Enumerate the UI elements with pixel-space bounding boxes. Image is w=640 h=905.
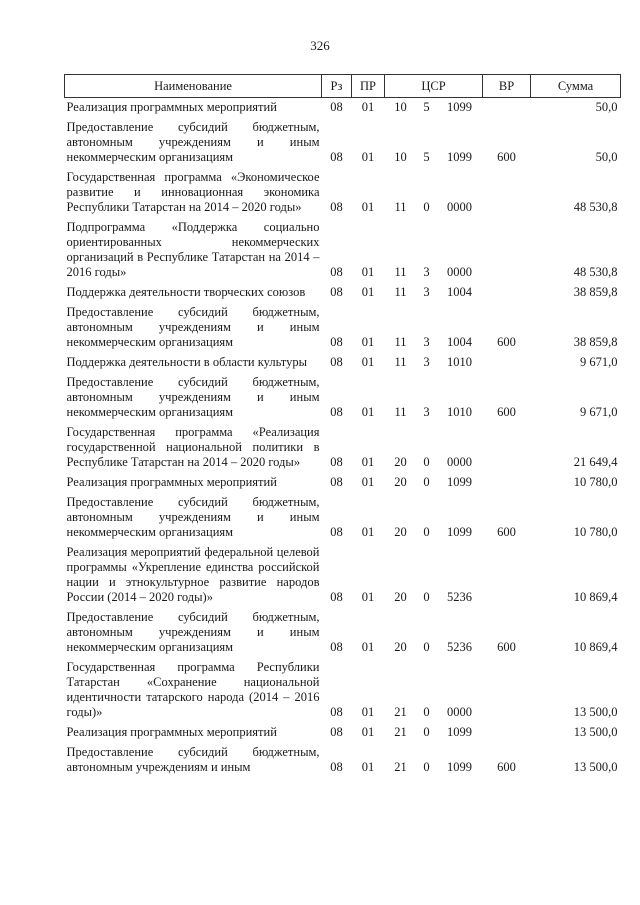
cell-csr-1: 11 <box>394 285 407 299</box>
cell-pr: 01 <box>361 150 375 164</box>
cell-csr-3: 1099 <box>447 760 472 774</box>
cell-vr <box>483 218 531 283</box>
cell-sum: 13 500,0 <box>573 760 618 774</box>
cell-name: Государственная программа «Реализация государственной национальной политики в Республике Татарстан на 2014 – 2020 годы» <box>66 425 320 469</box>
cell-sum: 13 500,0 <box>573 725 618 739</box>
table-row <box>65 493 621 543</box>
table-row <box>65 118 621 168</box>
cell-pr: 01 <box>361 640 375 654</box>
cell-csr-1: 10 <box>394 150 407 164</box>
cell-csr-1: 11 <box>394 405 407 419</box>
cell-vr <box>483 353 531 373</box>
cell-sum: 38 859,8 <box>573 285 618 299</box>
cell-vr <box>483 423 531 473</box>
cell-sum: 13 500,0 <box>573 705 618 719</box>
cell-csr-1: 20 <box>394 640 407 654</box>
cell-csr-2: 0 <box>423 640 430 654</box>
cell-rz: 08 <box>330 725 343 739</box>
cell-sum: 48 530,8 <box>573 200 618 214</box>
cell-name: Предоставление субсидий бюджетным, автономным учреждениям и иным <box>66 745 320 774</box>
cell-csr-1: 21 <box>394 725 407 739</box>
cell-pr: 01 <box>361 100 375 114</box>
cell-name: Предоставление субсидий бюджетным, автономным учреждениям и иным некоммерческим организациям <box>66 120 320 164</box>
cell-csr-3: 5236 <box>447 640 472 654</box>
cell-pr: 01 <box>361 405 375 419</box>
cell-name: Реализация программных мероприятий <box>66 725 277 739</box>
cell-name: Реализация мероприятий федеральной целевой программы «Укрепление единства российской нации и этнокультурное развитие народов России (2014 – 2020 годы)» <box>66 545 320 604</box>
cell-pr: 01 <box>361 725 375 739</box>
cell-vr <box>483 473 531 493</box>
cell-rz: 08 <box>330 285 343 299</box>
cell-csr-3: 0000 <box>447 265 472 279</box>
cell-vr <box>483 283 531 303</box>
cell-csr-2: 3 <box>423 285 430 299</box>
cell-name: Поддержка деятельности в области культуры <box>66 355 308 369</box>
cell-vr <box>483 723 531 743</box>
budget-table <box>64 74 621 778</box>
header-name: Наименование <box>65 75 322 98</box>
cell-vr: 600 <box>497 525 516 539</box>
cell-csr-3: 5236 <box>447 590 472 604</box>
table-row <box>65 473 621 493</box>
cell-csr-2: 3 <box>423 335 430 349</box>
table-row <box>65 373 621 423</box>
cell-rz: 08 <box>330 335 343 349</box>
cell-sum: 48 530,8 <box>573 265 618 279</box>
cell-vr: 600 <box>497 640 516 654</box>
table-row <box>65 608 621 658</box>
cell-name: Предоставление субсидий бюджетным, автономным учреждениям и иным некоммерческим организациям <box>66 375 320 419</box>
cell-pr: 01 <box>361 590 375 604</box>
cell-name: Предоставление субсидий бюджетным, автономным учреждениям и иным некоммерческим организациям <box>66 610 320 654</box>
cell-csr-1: 11 <box>394 335 407 349</box>
table-row <box>65 98 621 119</box>
table-row <box>65 658 621 723</box>
cell-vr: 600 <box>497 405 516 419</box>
cell-rz: 08 <box>330 705 343 719</box>
table-row <box>65 543 621 608</box>
cell-pr: 01 <box>361 285 375 299</box>
table-row <box>65 423 621 473</box>
cell-name: Государственная программа Республики Татарстан «Сохранение национальной идентичности татарского народа (2014 – 2016 годы)» <box>66 660 320 719</box>
cell-rz: 08 <box>330 405 343 419</box>
cell-csr-2: 5 <box>423 100 430 114</box>
cell-rz: 08 <box>330 760 343 774</box>
cell-name: Реализация программных мероприятий <box>66 100 277 114</box>
header-csr: ЦСР <box>385 75 483 98</box>
cell-vr: 600 <box>497 760 516 774</box>
cell-csr-3: 1010 <box>447 355 472 369</box>
cell-sum: 9 671,0 <box>580 405 618 419</box>
cell-csr-2: 0 <box>423 705 430 719</box>
cell-csr-1: 11 <box>394 200 407 214</box>
header-sum: Сумма <box>531 75 621 98</box>
cell-csr-3: 1004 <box>447 335 472 349</box>
cell-csr-3: 0000 <box>447 200 472 214</box>
cell-pr: 01 <box>361 760 375 774</box>
table-row <box>65 723 621 743</box>
table-row <box>65 218 621 283</box>
table-row <box>65 303 621 353</box>
cell-rz: 08 <box>330 265 343 279</box>
cell-rz: 08 <box>330 150 343 164</box>
cell-csr-3: 1099 <box>447 525 472 539</box>
page-number: 326 <box>310 38 330 53</box>
cell-sum: 50,0 <box>595 150 618 164</box>
cell-csr-3: 1099 <box>447 150 472 164</box>
table-header-row <box>65 75 621 98</box>
header-rz: Рз <box>322 75 352 98</box>
cell-rz: 08 <box>330 455 343 469</box>
cell-vr: 600 <box>497 335 516 349</box>
table-row <box>65 168 621 218</box>
cell-csr-1: 11 <box>394 265 407 279</box>
cell-csr-2: 0 <box>423 725 430 739</box>
cell-csr-2: 3 <box>423 355 430 369</box>
cell-csr-3: 1099 <box>447 725 472 739</box>
cell-rz: 08 <box>330 475 343 489</box>
cell-csr-1: 21 <box>394 705 407 719</box>
cell-csr-3: 1004 <box>447 285 472 299</box>
table-row <box>65 743 621 778</box>
cell-vr <box>483 168 531 218</box>
header-pr: ПР <box>352 75 385 98</box>
cell-pr: 01 <box>361 335 375 349</box>
cell-rz: 08 <box>330 200 343 214</box>
cell-rz: 08 <box>330 100 343 114</box>
cell-pr: 01 <box>361 525 375 539</box>
cell-pr: 01 <box>361 355 375 369</box>
cell-name: Государственная программа «Экономическое развитие и инновационная экономика Республики Татарстан на 2014 – 2020 годы» <box>66 170 320 214</box>
cell-csr-2: 0 <box>423 455 430 469</box>
cell-csr-1: 20 <box>394 475 407 489</box>
cell-csr-2: 0 <box>423 200 430 214</box>
cell-csr-2: 3 <box>423 265 430 279</box>
cell-name: Поддержка деятельности творческих союзов <box>66 285 306 299</box>
cell-csr-2: 0 <box>423 590 430 604</box>
cell-pr: 01 <box>361 475 375 489</box>
cell-csr-2: 5 <box>423 150 430 164</box>
cell-pr: 01 <box>361 265 375 279</box>
table-row <box>65 353 621 373</box>
table-row <box>65 283 621 303</box>
cell-csr-3: 1099 <box>447 475 472 489</box>
cell-pr: 01 <box>361 200 375 214</box>
cell-rz: 08 <box>330 590 343 604</box>
cell-sum: 38 859,8 <box>573 335 618 349</box>
cell-csr-2: 0 <box>423 760 430 774</box>
cell-sum: 10 869,4 <box>573 590 618 604</box>
cell-name: Реализация программных мероприятий <box>66 475 277 489</box>
cell-csr-3: 0000 <box>447 455 472 469</box>
cell-name: Подпрограмма «Поддержка социально ориентированных некоммерческих организаций в Республике Татарстан на 2014 – 2016 годы» <box>66 220 320 279</box>
table-body <box>65 98 621 779</box>
cell-pr: 01 <box>361 455 375 469</box>
cell-csr-1: 20 <box>394 590 407 604</box>
cell-rz: 08 <box>330 355 343 369</box>
cell-name: Предоставление субсидий бюджетным, автономным учреждениям и иным некоммерческим организациям <box>66 305 320 349</box>
cell-csr-2: 0 <box>423 525 430 539</box>
cell-sum: 21 649,4 <box>573 455 618 469</box>
cell-name: Предоставление субсидий бюджетным, автономным учреждениям и иным некоммерческим организациям <box>66 495 320 539</box>
cell-pr: 01 <box>361 705 375 719</box>
cell-vr <box>483 98 531 119</box>
cell-rz: 08 <box>330 640 343 654</box>
cell-sum: 10 780,0 <box>573 475 618 489</box>
cell-csr-3: 1010 <box>447 405 472 419</box>
cell-csr-2: 3 <box>423 405 430 419</box>
cell-rz: 08 <box>330 525 343 539</box>
cell-csr-3: 1099 <box>447 100 472 114</box>
cell-csr-3: 0000 <box>447 705 472 719</box>
cell-csr-1: 11 <box>394 355 407 369</box>
cell-csr-1: 20 <box>394 525 407 539</box>
cell-vr <box>483 658 531 723</box>
cell-sum: 10 869,4 <box>573 640 618 654</box>
cell-csr-2: 0 <box>423 475 430 489</box>
cell-sum: 10 780,0 <box>573 525 618 539</box>
cell-sum: 9 671,0 <box>580 355 618 369</box>
cell-vr: 600 <box>497 150 516 164</box>
cell-vr <box>483 543 531 608</box>
cell-csr-1: 20 <box>394 455 407 469</box>
cell-csr-1: 10 <box>394 100 407 114</box>
header-vr: ВР <box>483 75 531 98</box>
cell-csr-1: 21 <box>394 760 407 774</box>
cell-sum: 50,0 <box>595 100 618 114</box>
